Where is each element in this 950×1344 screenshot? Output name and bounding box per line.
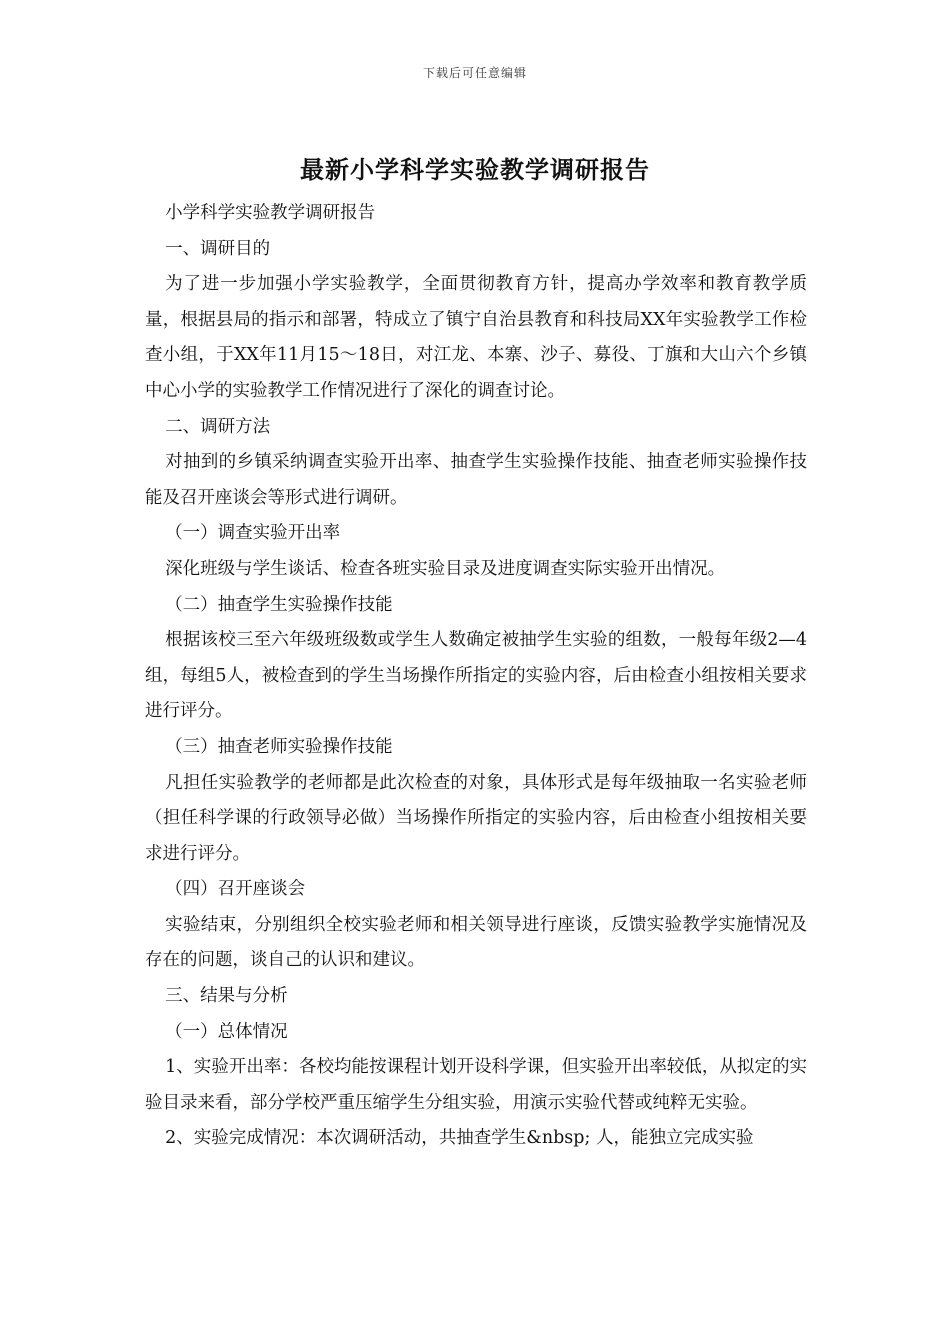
paragraph-completion: 2、实验完成情况：本次调研活动，共抽查学生&nbsp; 人，能独立完成实验: [165, 1128, 754, 1149]
page-header-note: 下载后可任意编辑: [422, 66, 527, 80]
paragraph-subtitle: 小学科学实验教学调研报告: [165, 203, 376, 223]
subheading-overview: （一）总体情况: [165, 1021, 288, 1042]
paragraph-purpose: 为了进一步加强小学实验教学，全面贯彻教育方针，提高办学效率和教育教学质量，根据县局的指示和部署，特成立了镇宁自治县教育和科技局XX年实验教学工作检查小组，于XX年11月15～18日，对江龙、本寨、沙子、募役、丁旗和大山六个乡镇中心小学的实验教学工作情况进行了深化的调查讨论。: [145, 274, 807, 401]
section-heading-purpose: 一、调研目的: [165, 238, 271, 259]
paragraph-meeting: 实验结束，分别组织全校实验老师和相关领导进行座谈，反馈实验教学实施情况及存在的问题，谈自己的认识和建议。: [145, 914, 807, 971]
paragraph-method: 对抽到的乡镇采纳调查实验开出率、抽查学生实验操作技能、抽查老师实验操作技能及召开座谈会等形式进行调研。: [145, 452, 807, 508]
subheading-rate: （一）调查实验开出率: [165, 523, 341, 544]
subheading-meeting: （四）召开座谈会: [165, 879, 306, 900]
paragraph-rate: 深化班级与学生谈话、检查各班实验目录及进度调查实际实验开出情况。: [165, 558, 726, 579]
paragraph-rate-result: 1、实验开出率：各校均能按课程计划开设科学课，但实验开出率较低，从拟定的实验目录来看，部分学校严重压缩学生分组实验，用演示实验代替或纯粹无实验。: [145, 1057, 807, 1113]
document-body: [145, 196, 807, 1157]
paragraph-student-skills: 根据该校三至六年级班级数或学生人数确定被抽学生实验的组数，一般每年级2—4组，每组5人，被检查到的学生当场操作所指定的实验内容，后由检查小组按相关要求进行评分。: [145, 630, 807, 722]
section-heading-results: 三、结果与分析: [165, 986, 288, 1007]
section-heading-method: 二、调研方法: [165, 416, 271, 437]
subheading-student-skills: （二）抽查学生实验操作技能: [165, 594, 393, 615]
paragraph-teacher-skills: 凡担任实验教学的老师都是此次检查的对象，具体形式是每年级抽取一名实验老师（担任科学课的行政领导必做）当场操作所指定的实验内容，后由检查小组按相关要求进行评分。: [145, 772, 807, 864]
document-title: 最新小学科学实验教学调研报告: [300, 155, 650, 184]
subheading-teacher-skills: （三）抽查老师实验操作技能: [165, 736, 393, 757]
